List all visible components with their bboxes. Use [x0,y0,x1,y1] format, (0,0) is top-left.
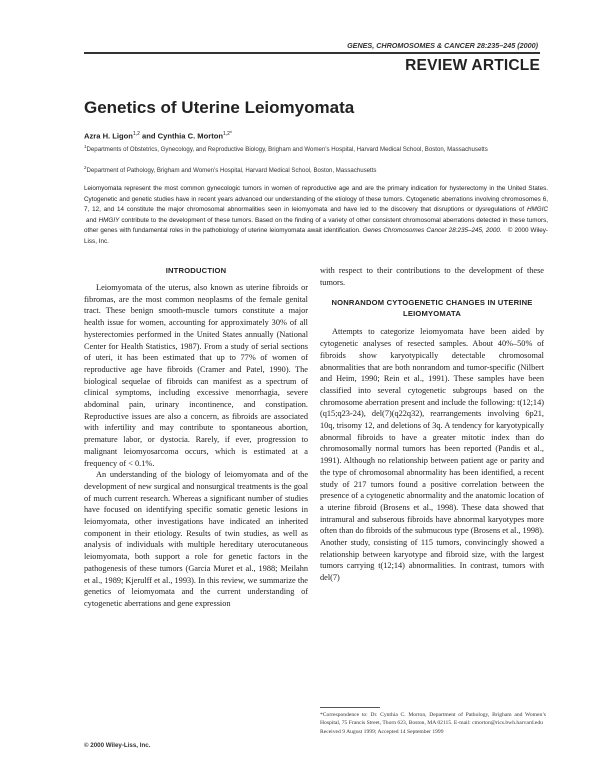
introduction-heading: INTRODUCTION [165,266,227,275]
affiliation-2-marker: 2 [84,165,87,170]
journal-running-head: GENES, CHROMOSOMES & CANCER 28:235–245 (2000) [347,41,538,50]
introduction-paragraph-1: Leiomyomata of the uterus, also known as uterine fibroids or fibromas, are the most common neoplasms of the female genital tract. These benign smooth-muscle tumors constitute a major health issue for women, accounting for approximately 30% of all hysterectomies performed in the United States annually (National Center for Health Statistics, 1987). From a study of serial sections of uteri, it has been estimated that up to 77% of women of reproductive age have fibroids (Cramer and Patel, 1990). The biological sequelae of fibroids can manifest as a spectrum of clinical symptoms, including excessive menorrhagia, severe abdominal pain, urinary incontinence, and constipation. Reproductive issues are also a concern, as fibroids are associated with infertility and may contribute to spontaneous abortion, premature labor, or dystocia. Rarely, if ever, progression to malignant leiomyosarcoma occurs, which is estimated at a frequency of < 0.1%. [84,283,308,468]
right-column [320,265,544,584]
abstract [84,184,548,248]
left-column [84,265,308,610]
author-connector: and [139,131,158,141]
affiliation-1-marker: 1 [84,144,87,149]
affiliation-2-text: Department of Pathology, Brigham and Women’s Hospital, Harvard Medical School, Boston, Massachusetts [86,167,377,175]
received-dates: Received 9 August 1999; Accepted 14 September 1999 [320,729,444,736]
abstract-text-2: contribute to the development of these tumors. Based on the finding of a variety of other consistent chromosomal aberrations detected in these tumors, other genes with fundamental roles in the pathobiology of uterine leiomyomata await identification. [84,216,549,235]
article-title: Genetics of Uterine Leiomyomata [84,98,355,117]
cytogenetic-section-heading: NONRANDOM CYTOGENETIC CHANGES IN UTERINE LEIOMYOMATA [331,298,533,319]
author-2: Cynthia C. Morton [157,131,224,141]
footnote-rule [320,707,380,708]
introduction-continuation: with respect to their contributions to the development of these tumors. [320,266,544,287]
correspondence-footnote [320,711,546,737]
abstract-text-1: Leiomyomata represent the most common gynecologic tumors in women of reproductive age and are the primary indication for hysterectomy in the United States. Cytogenetic and genetic studies have in recent years advanced our understanding of the etiology of these tumors. Cytogenetic aberrations involving chromosomes 6, 7, 12, and 14 constitute the major chromosomal abnormalities seen in leiomyomata and have led to the discovery that disruptions or dysregulations of [84,185,548,214]
correspondence-text: *Correspondence to: Dr. Cynthia C. Morton, Department of Pathology, Brigham and Women’s Hospital, 75 Francis Street, Thorn 623, Boston, MA 02115. E-mail: cmorton@rics.bwh.harvard.edu [320,712,546,727]
abstract-citation: Genes Chromosomes Cancer 28:235–245, 2000. [362,227,502,235]
section-label: REVIEW ARTICLE [405,57,540,74]
cytogenetic-paragraph-1: Attempts to categorize leiomyomata have been aided by cytogenetic analyses of resected samples. About 40%–50% of fibroids show karyotypically detectable chromosomal abnormalities that are both nonrandom and tumor-specific (Nilbert and Heim, 1990; Rein et al., 1991). These samples have been classified into several cytogenetic subgroups based on the chromosome aberration present and include the following: t(12;14)(q15;q23-24), del(7)(q22q32), rearrangements involving 6p21, 10q, trisomy 12, and deletions of 3q. A tendency for karyotypically abnormal fibroids to have a greater mitotic index than do chromosomally normal tumors has been reported (Pandis et al., 1991). Although no relationship between patient age or parity and the type of chromosomal abnormality has been identified, a recent study of 217 tumors found a positive correlation between the presence of a cytogenetic abnormality and the anatomic location of a uterine fibroid (Brosens et al., 1998). These data showed that intramural and subserous fibroids have abnormal karyotypes more often than do fibroids of the submucous type (Brosens et al., 1998). Another study, consisting of 115 tumors, convincingly showed a relationship between karyotype and fibroid size, with the largest tumors carrying t(12;14) abnormalities. In contrast, tumors with del(7) [320,327,544,583]
author-1-affiliation-marker: 1,2 [132,131,140,137]
affiliation-1 [84,142,544,155]
affiliation-2 [84,163,544,176]
author-1: Azra H. Ligon [84,131,133,141]
abstract-gene-hmgiy: HMGIY [98,216,120,224]
abstract-copyright: © 2000 Wiley-Liss, Inc. [84,227,548,245]
header-rule [84,52,540,54]
page-footer-copyright: © 2000 Wiley-Liss, Inc. [84,742,151,749]
introduction-paragraph-2: An understanding of the biology of leiomyomata and of the development of new surgical and nonsurgical treatments is the goal of much current research. Whereas a significant number of studies have focused on identifying specific somatic genetic lesions in leiomyomata, other investigations have indicated an inherited component in their etiology. Results of twin studies, as well as analysis of individuals with multiple hereditary uterocutaneous leiomyomata, both support a role for genetic factors in the pathogenesis of these tumors (Garcia Muret et al., 1988; Meilahn et al., 1989; Kjerulff et al., 1993). In this review, we summarize the genetics of leiomyomata and the current understanding of cytogenetic aberrations and gene expression [84,470,308,608]
abstract-gene-hmgic: HMGIC [527,206,548,214]
author-2-affiliation-marker: 1,2* [223,131,232,137]
abstract-and: and [84,216,99,224]
author-line [84,131,232,141]
affiliation-1-text: Departments of Obstetrics, Gynecology, and Reproductive Biology, Brigham and Women’s Hospital, Harvard Medical School, Boston, Massachusetts [86,146,488,154]
